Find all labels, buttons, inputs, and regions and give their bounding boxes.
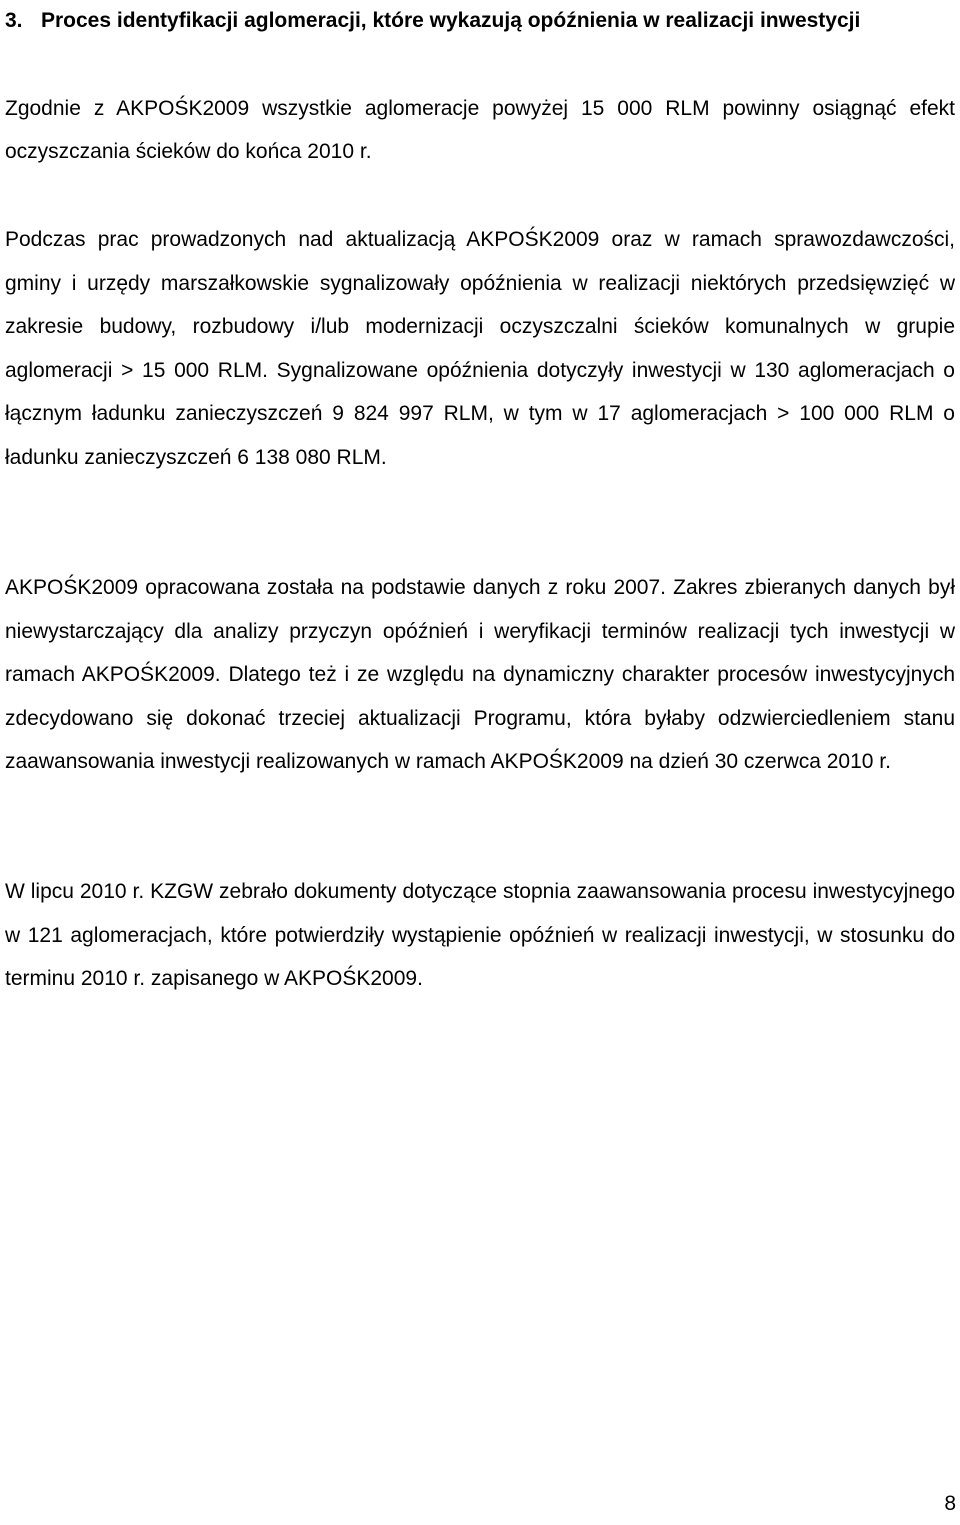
page-number: 8 xyxy=(944,1492,956,1515)
paragraph-reported-delays: Podczas prac prowadzonych nad aktualizacją AKPOŚK2009 oraz w ramach sprawozdawczości, gminy i urzędy marszałkowskie sygnalizowały opóźnienia w realizacji niektórych przedsięwzięć w zakresie budowy, rozbudowy i/lub modernizacji oczyszczalni ścieków komunalnych w grupie aglomeracji > 15 000 RLM. Sygnalizowane opóźnienia dotyczyły inwestycji w 130 aglomeracjach o łącznym ładunku zanieczyszczeń 9 824 997 RLM, w tym w 17 aglomeracjach > 100 000 RLM o ładunku zanieczyszczeń 6 138 080 RLM. xyxy=(5,228,955,469)
paragraph-deadline: Zgodnie z AKPOŚK2009 wszystkie aglomeracje powyżej 15 000 RLM powinny osiągnąć efekt oczyszczania ścieków do końca 2010 r. xyxy=(5,97,955,163)
section-number: 3. xyxy=(5,9,23,32)
paragraph-kzgw-documents: W lipcu 2010 r. KZGW zebrało dokumenty dotyczące stopnia zaawansowania procesu inwestycyjnego w 121 aglomeracjach, które potwierdziły wystąpienie opóźnień w realizacji inwestycji, w stosunku do terminu 2010 r. zapisanego w AKPOŚK2009. xyxy=(5,880,955,990)
section-heading xyxy=(5,0,955,42)
section-title: Proces identyfikacji aglomeracji, które wykazują opóźnienia w realizacji inwestycji xyxy=(41,9,861,32)
paragraph-program-update: AKPOŚK2009 opracowana została na podstawie danych z roku 2007. Zakres zbieranych danych był niewystarczający dla analizy przyczyn opóźnień i weryfikacji terminów realizacji tych inwestycji w ramach AKPOŚK2009. Dlatego też i ze względu na dynamiczny charakter procesów inwestycyjnych zdecydowano się dokonać trzeciej aktualizacji Programu, która byłaby odzwierciedleniem stanu zaawansowania inwestycji realizowanych w ramach AKPOŚK2009 na dzień 30 czerwca 2010 r. xyxy=(5,576,955,773)
